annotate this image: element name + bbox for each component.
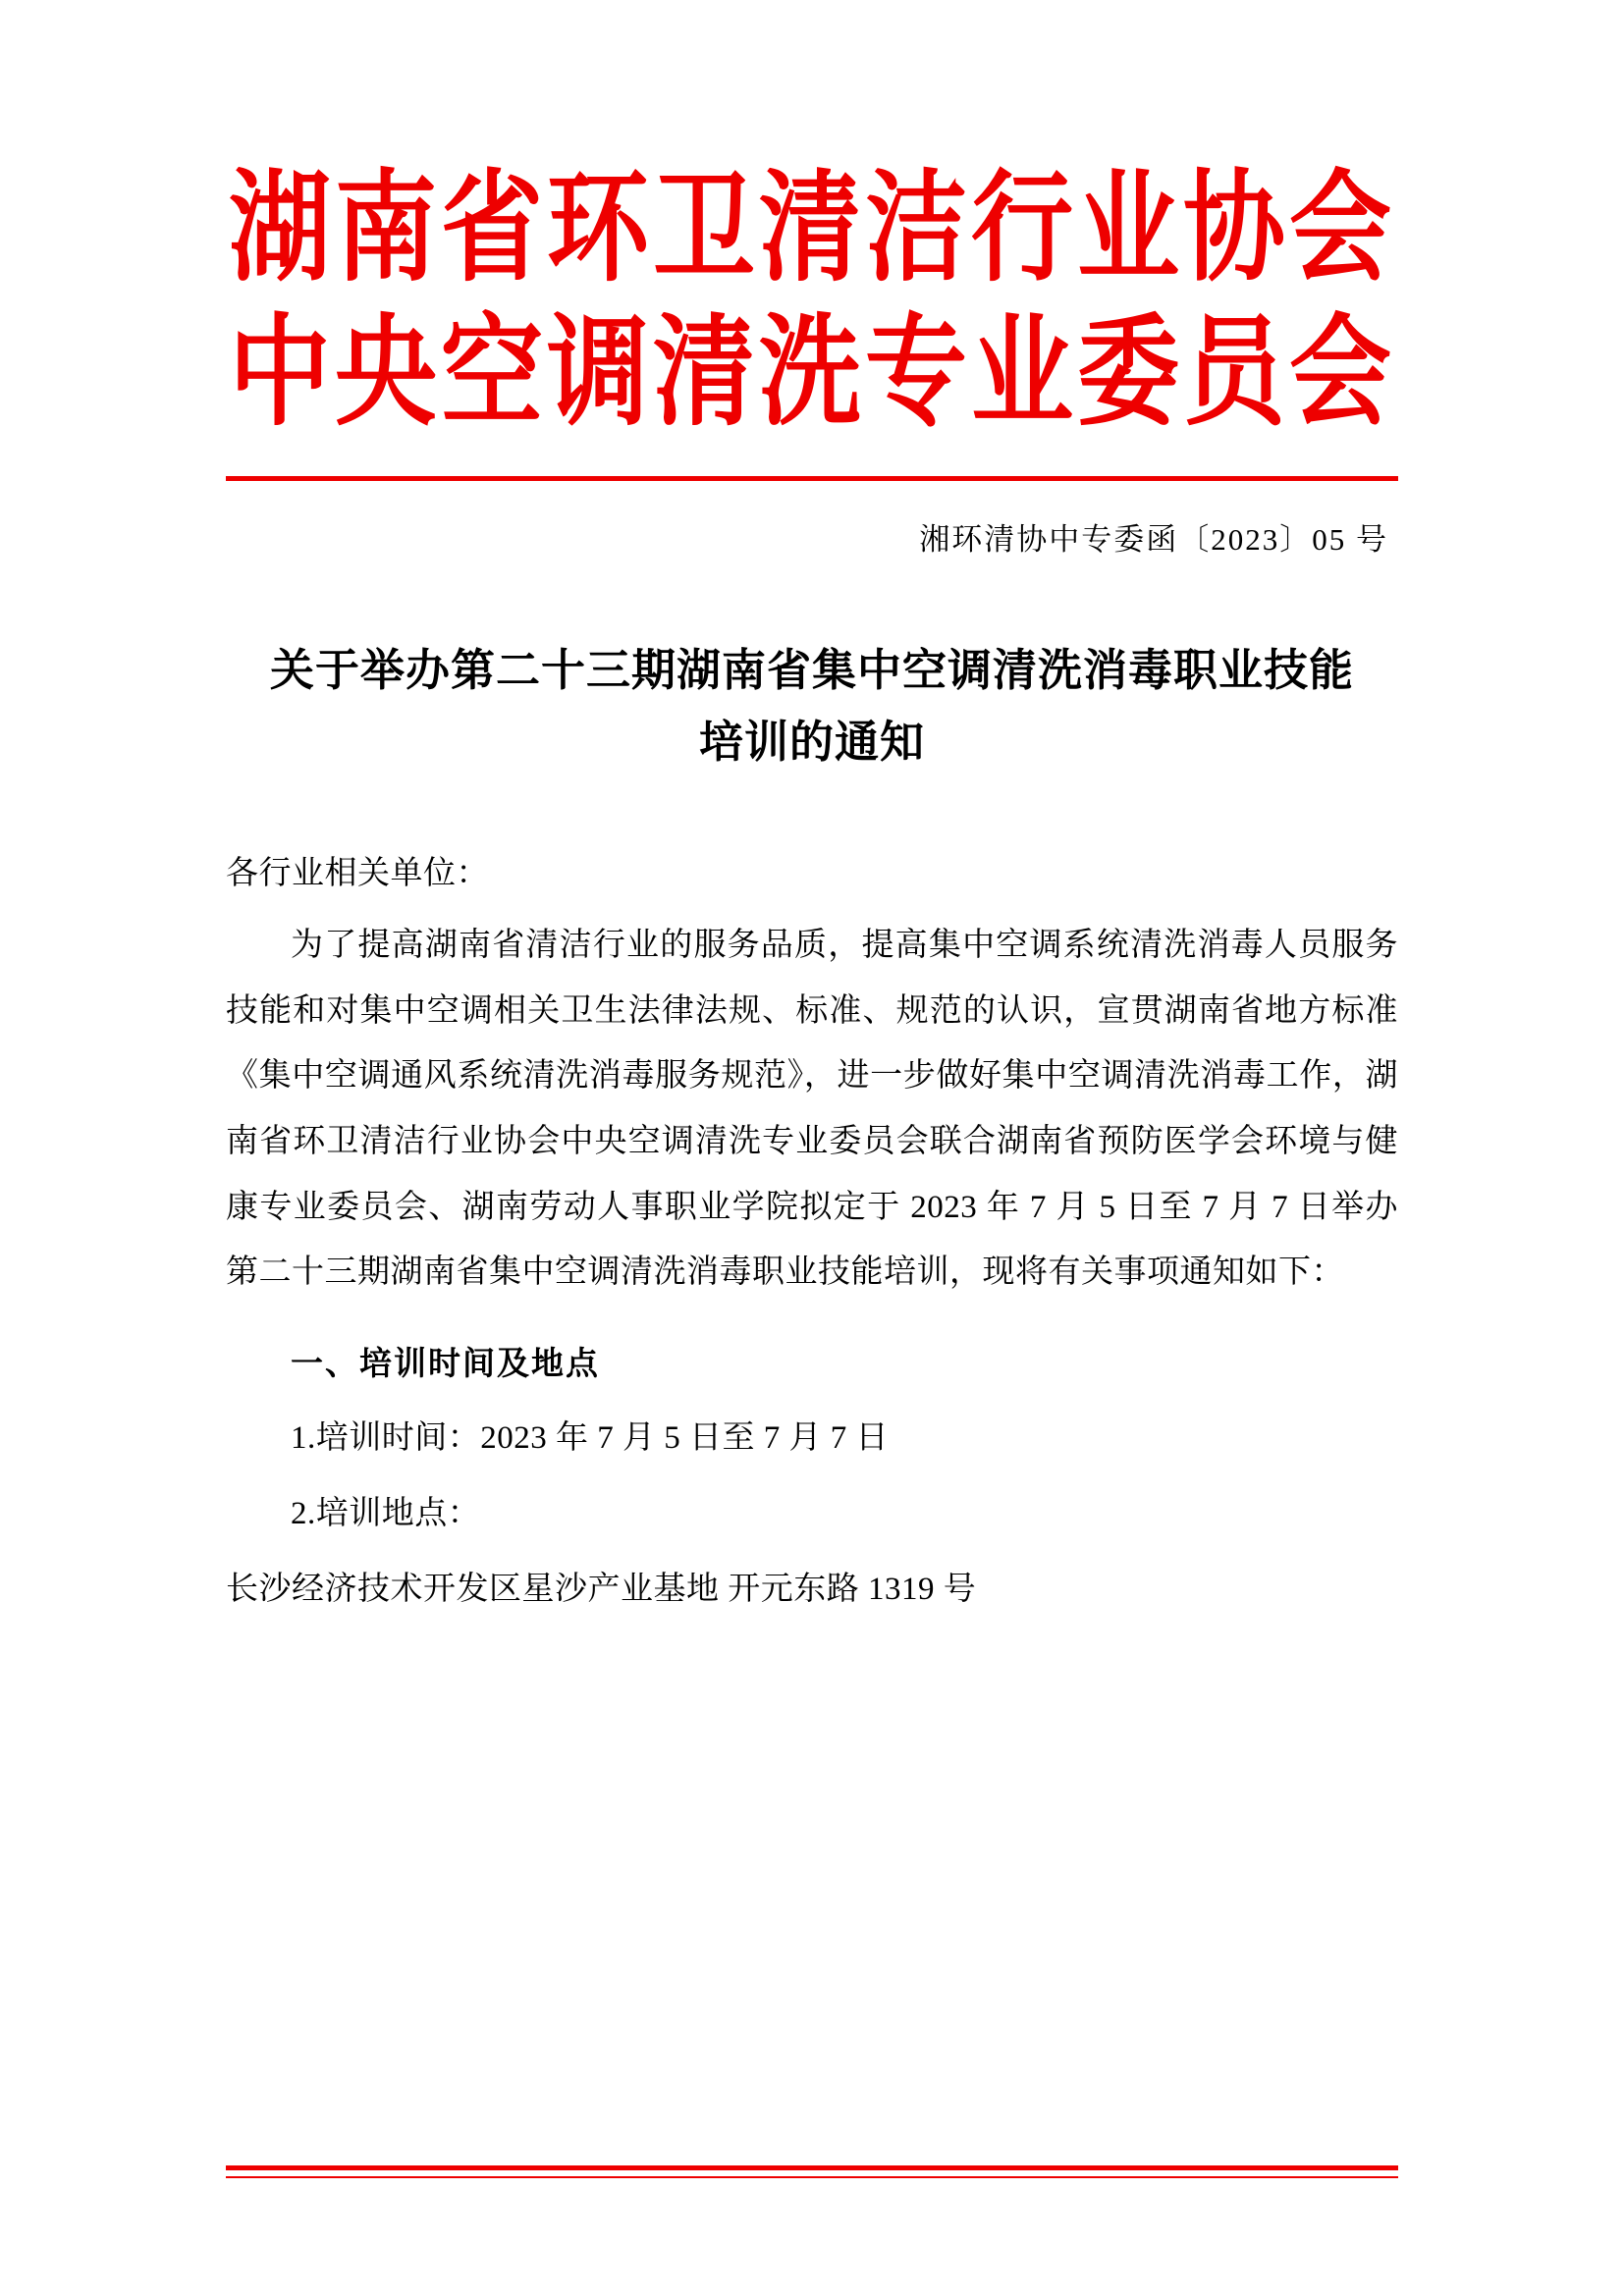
header-red-rule — [226, 476, 1398, 481]
footer-red-rule-thin — [226, 2176, 1398, 2178]
section-1-address: 长沙经济技术开发区星沙产业基地 开元东路 1319 号 — [226, 1571, 977, 1607]
section-1-item-1: 1.培训时间：2023 年 7 月 5 日至 7 月 7 日 — [291, 1420, 889, 1457]
body-paragraph: 为了提高湖南省清洁行业的服务品质，提高集中空调系统清洗消毒人员服务技能和对集中空调相关卫生法律法规、标准、规范的认识，宣贯湖南省地方标准《集中空调通风系统清洗消毒服务规范》，进一步做好集中空调清洗消毒工作，湖南省环卫清洁行业协会中央空调清洗专业委员会联合湖南省预防医学会环境与健康专业委员会、湖南劳动人事职业学院拟定于 2023 年 7 月 5 日至 7 月 7 日举办第二十三期湖南省集中空调清洗消毒职业技能培训，现将有关事项通知如下： — [226, 927, 1398, 1291]
salutation: 各行业相关单位： — [226, 856, 489, 892]
letterhead-line-1: 湖南省环卫清洁行业协会 — [228, 155, 1395, 298]
document-number-row — [226, 514, 1398, 559]
section-heading-1: 一、培训时间及地点 — [291, 1343, 600, 1382]
document-number: 湘环清协中专委函〔2023〕05 号 — [919, 522, 1388, 558]
letterhead-line-2: 中央空调清洗专业委员会 — [228, 299, 1395, 443]
section-1-item-2: 2.培训地点： — [291, 1496, 481, 1532]
letterhead — [226, 0, 1398, 443]
page-title: 关于举办第二十三期湖南省集中空调清洗消毒职业技能培训的通知 — [269, 644, 1354, 769]
document-body — [226, 841, 1398, 1622]
footer-red-rule — [226, 2165, 1398, 2170]
